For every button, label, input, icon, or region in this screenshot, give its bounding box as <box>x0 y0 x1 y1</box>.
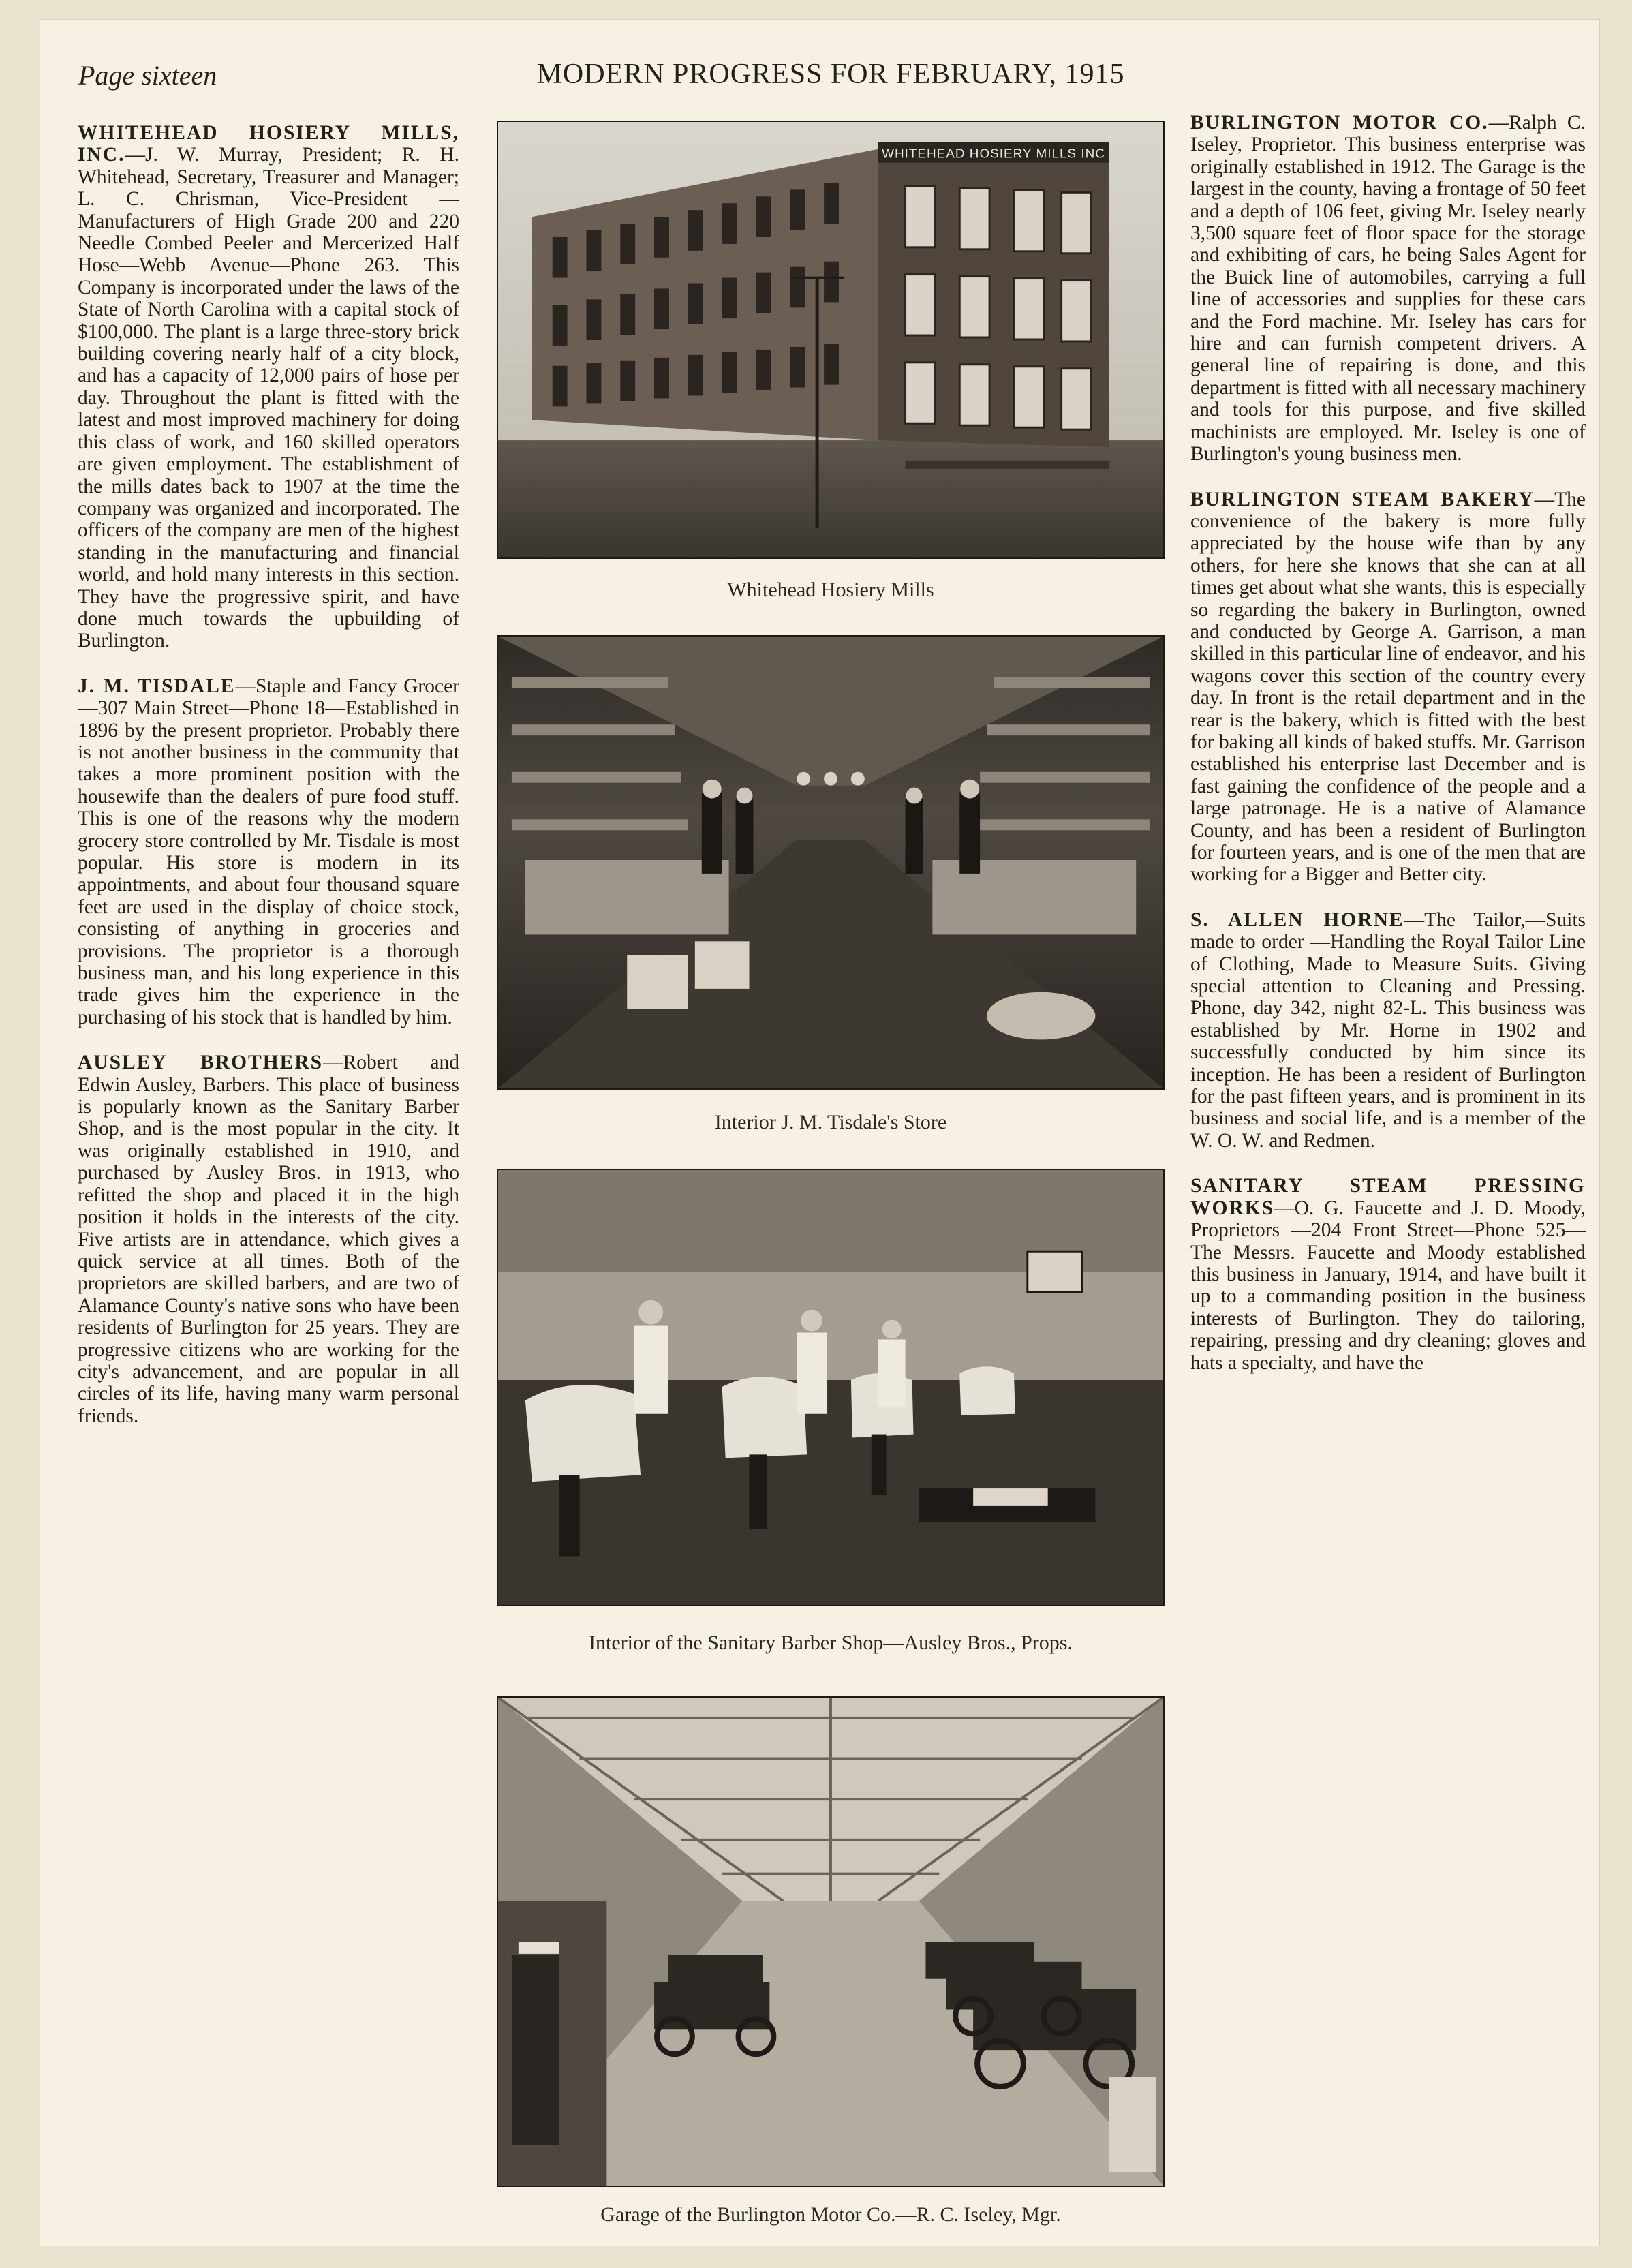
article-motor-co <box>1190 112 1586 465</box>
article-lead: J. M. TISDALE <box>78 675 236 697</box>
page-title: MODERN PROGRESS FOR FEBRUARY, 1915 <box>536 59 1125 90</box>
caption-tisdale-store: Interior J. M. Tisdale's Store <box>714 1111 947 1133</box>
caption-motor-garage: Garage of the Burlington Motor Co.—R. C. Iseley, Mgr. <box>600 2203 1061 2226</box>
photo-hosiery-mill <box>497 121 1165 559</box>
article-lead: WHITEHEAD HOSIERY MILLS, INC. <box>78 122 459 166</box>
article-body: —The convenience of the bakery is more fully appreciated by the house wife than by any others, for here she knows that she can at all times get about what she wants, this is especially so regarding the bakery in Burlington, owned and conducted by George A. Garrison, a man skilled in this particular line of endeavor, and his wagons cover this section of the country every day. In front is the retail department and in the rear is the bakery, which is fitted with the best for baking all kinds of baked stuffs. Mr. Garrison established his enterprise last December and is fast gaining the confidence of the people and a large patronage. He is a native of Alamance County, and has been a resident of Burlington for fourteen years, and is one of the men that are working for a Bigger and Better city. <box>1190 488 1586 886</box>
article-body: —Ralph C. Iseley, Proprietor. This business enterprise was originally established in 1912. The Garage is the largest in the county, having a frontage of 50 feet and a depth of 106 feet, giving Mr. Iseley nearly 3,500 square feet of floor space for the storage and exhibiting of cars, he being Sales Agent for the Buick line of automobiles, carrying a full line of accessories and supplies for these cars and the Ford machine. Mr. Iseley has cars for hire and can furnish competent drivers. A general line of repairing is done, and this department is fitted with all necessary machinery and tools for this purpose, and five skilled machinists are employed. Mr. Iseley is one of Burlington's young business men. <box>1190 112 1586 465</box>
article-tisdale <box>78 675 459 1029</box>
article-lead: S. ALLEN HORNE <box>1190 908 1404 931</box>
article-body: —O. G. Faucette and J. D. Moody, Proprietors —204 Front Street—Phone 525—The Messrs. Faucette and Moody established this business in January, 1914, and have built it up to a commanding position in the business interests of Burlington. They do tailoring, repairing, pressing and dry cleaning; gloves and hats a specialty, and have the <box>1190 1197 1586 1374</box>
article-lead: AUSLEY BROTHERS <box>78 1052 324 1074</box>
article-whitehead <box>78 122 459 652</box>
caption-hosiery-mill: Whitehead Hosiery Mills <box>727 579 934 601</box>
article-body: —J. W. Murray, President; R. H. Whitehead, Secretary, Treasurer and Manager; L. C. Chrisman, Vice-President — Manufacturers of High Grade 200 and 220 Needle Combed Peeler and Mercerized Half Hose—Webb Avenue—Phone 263. This Company is incorporated under the laws of the State of North Carolina with a capital stock of $100,000. The plant is a large three-story brick building covering nearly half of a city block, and has a capacity of 12,000 pairs of hose per day. Throughout the plant is fitted with the latest and most improved machinery for doing this class of work, and 160 skilled operators are given employment. The establishment of the mills dates back to 1907 at the time the company was organized and incorporated. The officers of the company are men of the highest standing in the manufacturing and financial world, and hold many interests in this section. They have the progressive spirit, and have done much towards the upbuilding of Burlington. <box>78 144 459 652</box>
article-lead: SANITARY STEAM PRESSING WORKS <box>1190 1175 1586 1219</box>
right-column <box>1190 112 1586 1374</box>
article-lead: BURLINGTON MOTOR CO. <box>1190 112 1489 134</box>
article-steam-bakery <box>1190 489 1586 886</box>
page-number: Page sixteen <box>78 60 217 91</box>
photo-barber-shop <box>497 1169 1165 1606</box>
article-body: —The Tailor,—Suits made to order —Handling the Royal Tailor Line of Clothing, Made to Measure Suits. Giving special attention to Cleaning and Pressing. Phone, day 342, night 82-L. This business was established by Mr. Horne in 1902 and successfully conducted by him since its inception. He has been a resident of Burlington for the past fifteen years, and is prominent in its business and social life, and is a member of the W. O. W. and Redmen. <box>1190 908 1586 1152</box>
photo-motor-garage <box>497 1696 1165 2187</box>
article-body: —Robert and Edwin Ausley, Barbers. This place of business is popularly known as the Sanitary Barber Shop, and is the most popular in the city. It was originally established in 1910, and purchased by Ausley Bros. in 1913, who refitted the shop and placed it in the high position it holds in the interests of the city. Five artists are in attendance, which gives a quick service at all times. Both of the proprietors are skilled barbers, and are two of Alamance County's native sons who have been residents of Burlington for 25 years. They are progressive citizens who are working for the city's advancement, and are popular in all circles of its life, having many warm personal friends. <box>78 1052 459 1427</box>
article-allen-horne <box>1190 909 1586 1152</box>
article-lead: BURLINGTON STEAM BAKERY <box>1190 488 1535 510</box>
article-ausley <box>78 1052 459 1427</box>
photo-tisdale-store <box>497 635 1165 1090</box>
newspaper-page <box>40 19 1600 2246</box>
building-sign: WHITEHEAD HOSIERY MILLS INC <box>882 147 1105 162</box>
article-body: —Staple and Fancy Grocer—307 Main Street—Phone 18—Established in 1896 by the present proprietor. Probably there is not another business in the community that takes a more prominent position with the housewife than the dealers of pure food stuff. This is one of the reasons why the modern grocery store controlled by Mr. Tisdale is most popular. His store is modern in its appointments, and about four thousand square feet are used in the display of choice stock, consisting of anything in groceries and provisions. The proprietor is a thorough business man, and his long experience in this trade gives him the experience in the purchasing of his stock that is handled by him. <box>78 675 460 1028</box>
caption-barber-shop: Interior of the Sanitary Barber Shop—Ausley Bros., Props. <box>589 1631 1073 1654</box>
left-column <box>78 122 459 1427</box>
article-pressing-works <box>1190 1175 1586 1374</box>
